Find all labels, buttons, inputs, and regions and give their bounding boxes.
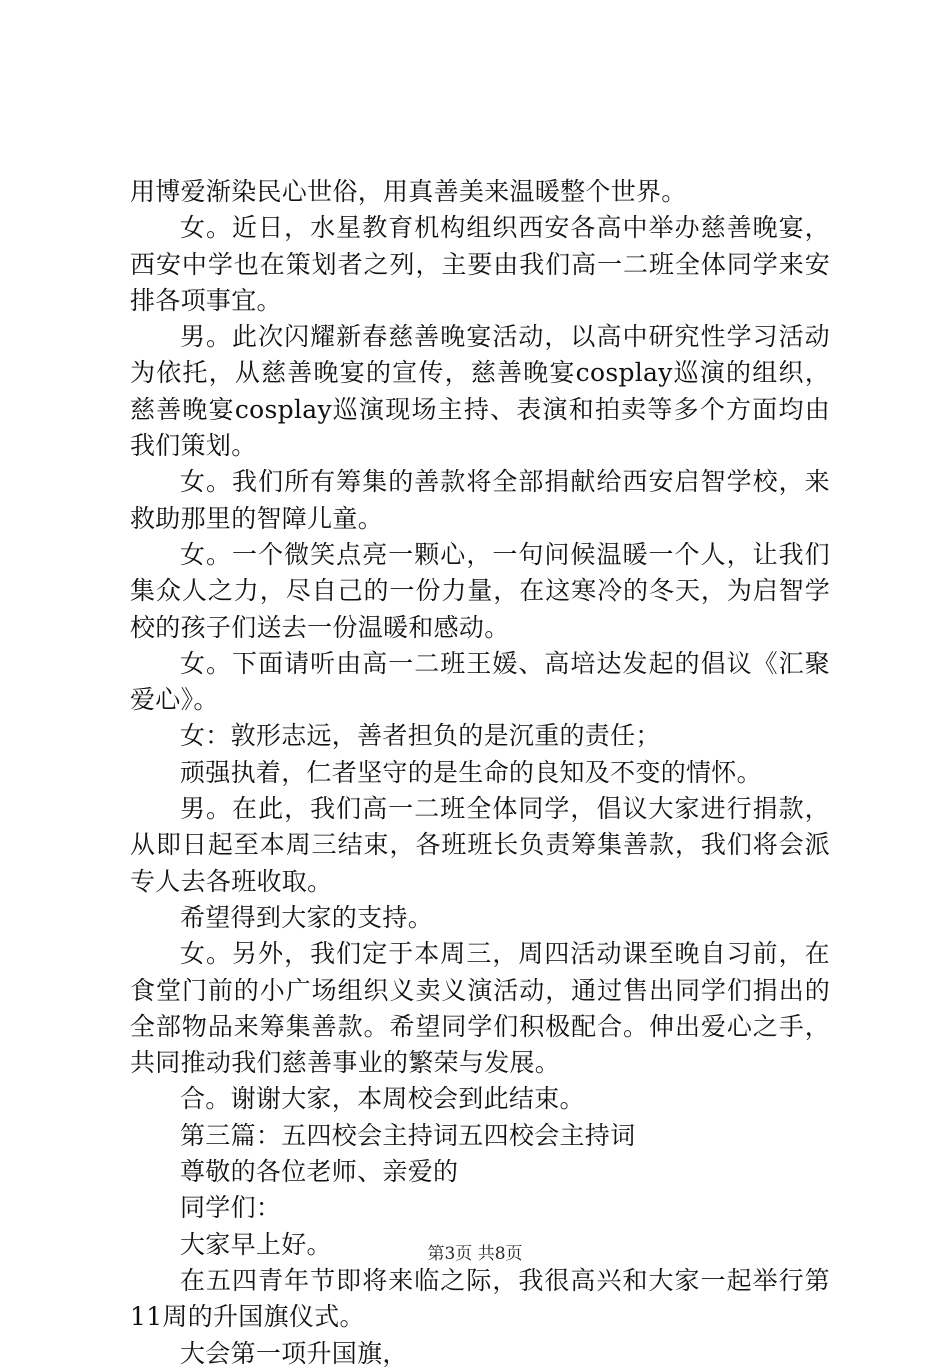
paragraph: 男。在此，我们高一二班全体同学，倡议大家进行捐款，从即日起至本周三结束，各班班长负责筹集善款，我们将会派专人去各班收取。 — [130, 794, 830, 896]
paragraph: 大会第一项升国旗， — [180, 1338, 408, 1368]
paragraph: 女。我们所有筹集的善款将全部捐献给西安启智学校，来救助那里的智障儿童。 — [130, 467, 830, 533]
paragraph: 希望得到大家的支持。 — [180, 902, 434, 932]
paragraph: 用博爱渐染民心世俗，用真善美来温暖整个世界。 — [130, 177, 687, 206]
document-body — [130, 174, 830, 1372]
page-number-footer: 第3页 共8页 — [427, 1244, 523, 1264]
paragraph: 合。谢谢大家，本周校会到此结束。 — [180, 1084, 585, 1114]
paragraph: 女：敦形志远，善者担负的是沉重的责任； — [180, 721, 661, 751]
paragraph: 女。一个微笑点亮一颗心，一句问候温暖一个人，让我们集众人之力，尽自己的一份力量，在这寒冷的冬天，为启智学校的孩子们送去一份温暖和感动。 — [130, 539, 830, 642]
section-heading: 第三篇：五四校会主持词五四校会主持词 — [180, 1120, 636, 1150]
paragraph: 在五四青年节即将来临之际，我很高兴和大家一起举行第11周的升国旗仪式。 — [130, 1265, 830, 1332]
paragraph: 大家早上好。 — [180, 1229, 332, 1259]
paragraph: 男。此次闪耀新春慈善晚宴活动，以高中研究性学习活动为依托，从慈善晚宴的宣传，慈善晚宴cosplay巡演的组织，慈善晚宴cosplay巡演现场主持、表演和拍卖等多个方面均由我们策划。 — [130, 322, 830, 461]
paragraph: 尊敬的各位老师、亲爱的 — [180, 1157, 459, 1187]
paragraph: 女。另外，我们定于本周三，周四活动课至晚自习前，在食堂门前的小广场组织义卖义演活动，通过售出同学们捐出的全部物品来筹集善款。希望同学们积极配合。伸出爱心之手，共同推动我们慈善事业的繁荣与发展。 — [130, 939, 830, 1078]
paragraph: 女。下面请听由高一二班王媛、高培达发起的倡议《汇聚爱心》。 — [130, 648, 830, 715]
paragraph: 顽强执着，仁者坚守的是生命的良知及不变的情怀。 — [180, 757, 762, 787]
paragraph: 同学们： — [180, 1193, 282, 1223]
paragraph: 女。近日，水星教育机构组织西安各高中举办慈善晚宴，西安中学也在策划者之列，主要由我们高一二班全体同学来安排各项事宜。 — [130, 213, 830, 315]
